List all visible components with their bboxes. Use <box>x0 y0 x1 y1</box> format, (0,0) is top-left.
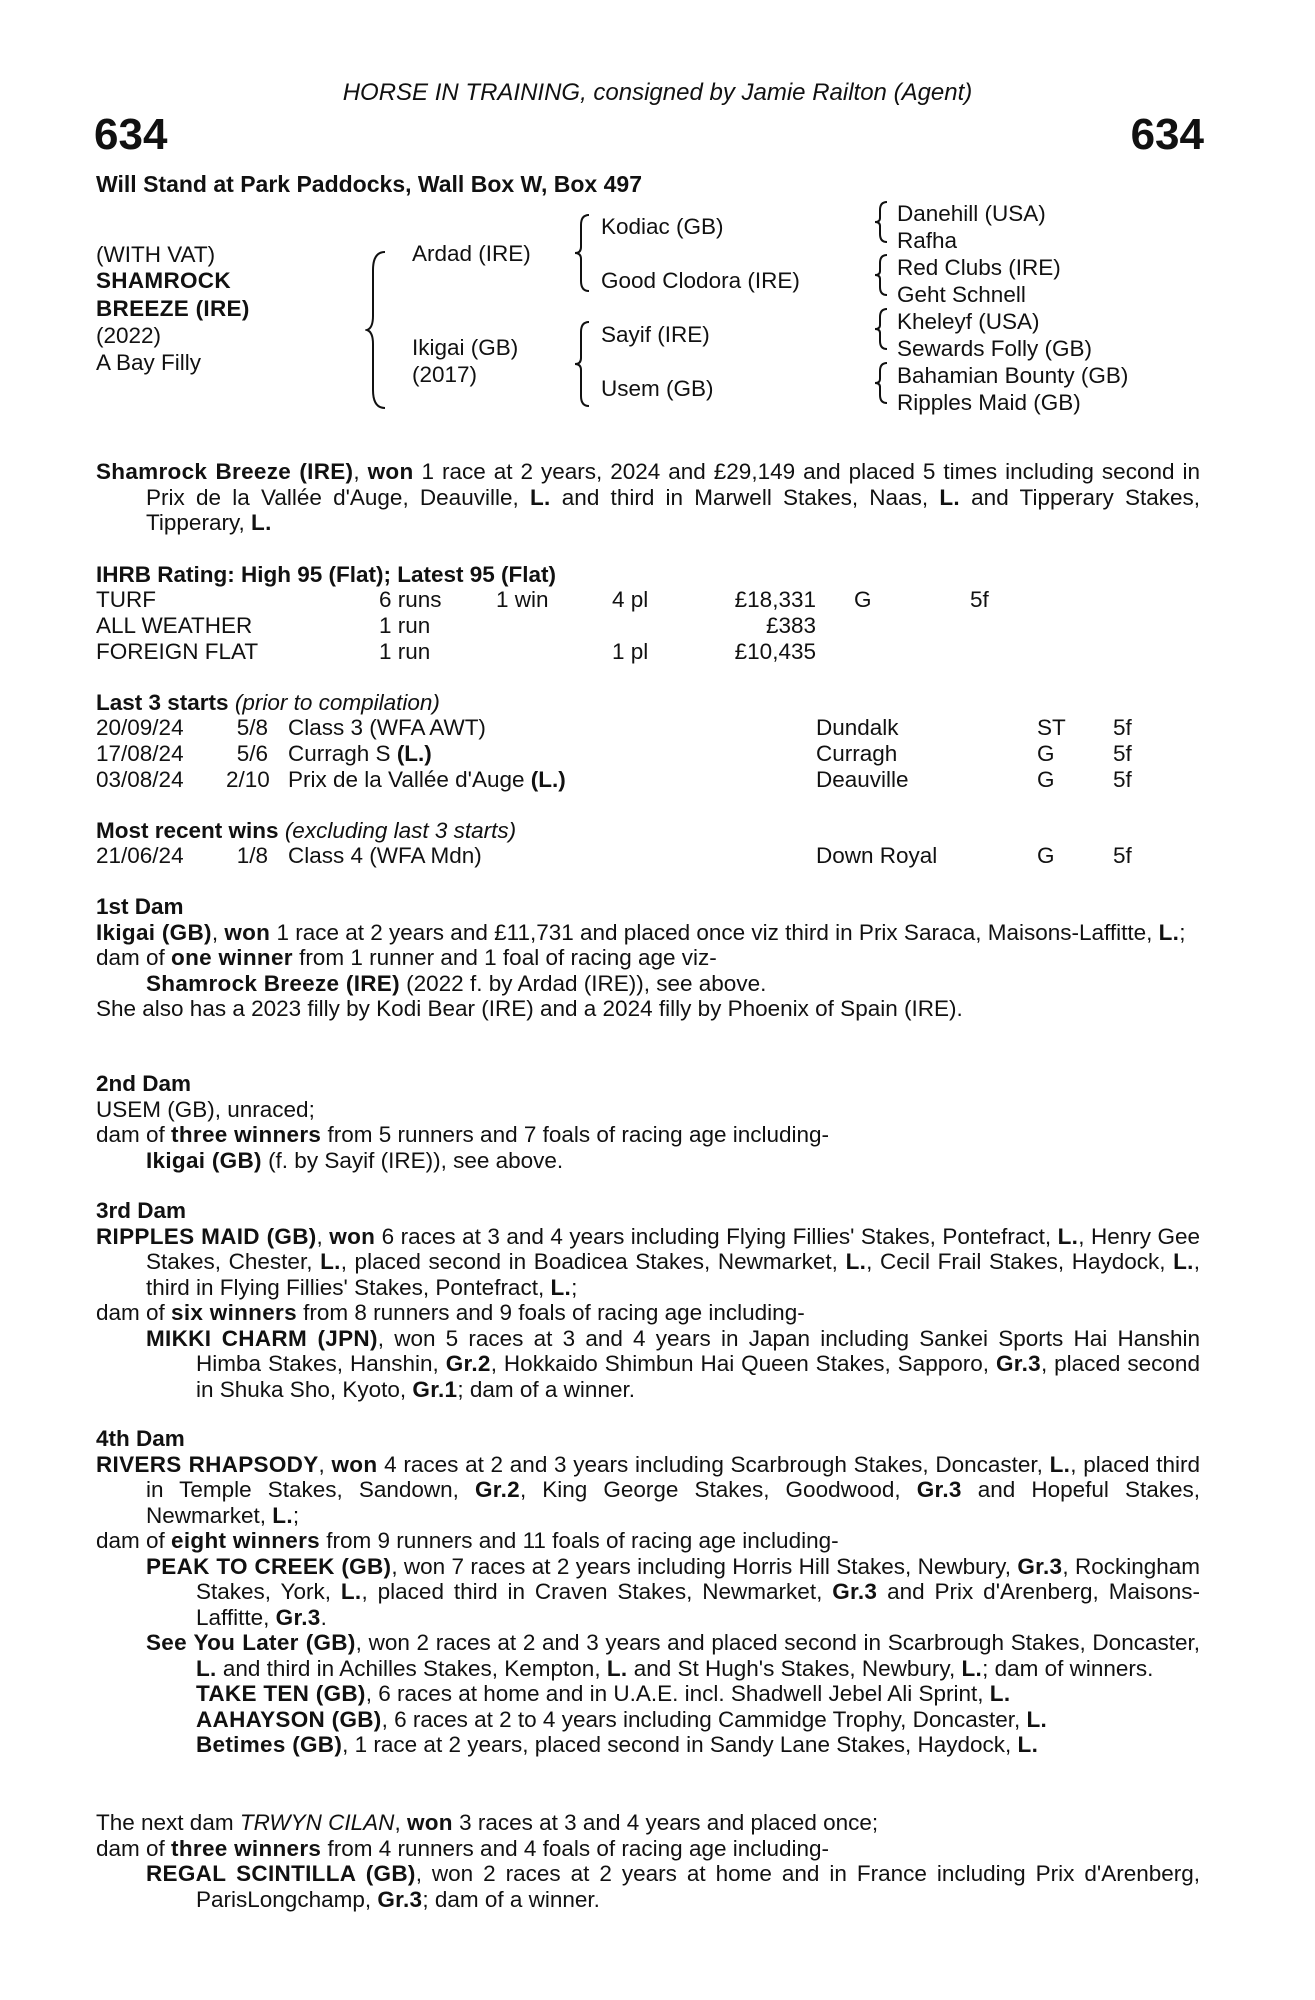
first-dam-section: 1st Dam Ikigai (GB), won 1 race at 2 years and £11,731 and placed once viz third in Prix Saraca, Maisons-Laffitte, L.; dam of one winner from 1 runner and 1 foal of racing age viz- Shamrock Breeze (IRE) (2022 f. by Ardad (IRE)), see above. She also has a 2023 filly by Kodi Bear (IRE) and a 2024 filly by Phoenix of Spain (IRE). <box>96 894 1200 1022</box>
fourth-dam-section: 4th Dam RIVERS RHAPSODY, won 4 races at 2 and 3 years including Scarbrough Stakes, Doncaster, L., placed third in Temple Stakes, Sandown, Gr.2, King George Stakes, Goodwood, Gr.3 and Hopeful Stakes, Newmarket, L.; dam of eight winners from 9 runners and 11 foals of racing age including- PEAK TO CREEK (GB), won 7 races at 2 years including Horris Hill Stakes, Newbury, Gr.3, Rockingham Stakes, York, L., placed third in Craven Stakes, Newmarket, Gr.3 and Prix d'Arenberg, Maisons-Laffitte, Gr.3. See You Later (GB), won 2 races at 2 and 3 years and placed second in Scarbrough Stakes, Doncaster, L. and third in Achilles Stakes, Kempton, L. and St Hugh's Stakes, Newbury, L.; dam of winners. TAKE TEN (GB), 6 races at home and in U.A.E. incl. Shadwell Jebel Ali Sprint, L. AAHAYSON (GB), 6 races at 2 to 4 years including Cammidge Trophy, Doncaster, L. Betimes (GB), 1 race at 2 years, placed second in Sandy Lane Stakes, Haydock, L. <box>96 1426 1201 1757</box>
summary-horse-name: Shamrock Breeze (IRE) <box>96 459 354 484</box>
pedigree-brace-ds <box>873 307 893 351</box>
pedigree-brace-dd <box>873 361 893 405</box>
fourth-dam-heading: 4th Dam <box>96 1426 185 1451</box>
pedigree-brace-sire <box>573 213 595 293</box>
pedigree-dsd: Sewards Folly (GB) <box>897 336 1093 361</box>
horse-name-line2: BREEZE (IRE) <box>96 296 250 321</box>
rating-heading: IHRB Rating: High 95 (Flat); Latest 95 (Flat) <box>96 562 557 587</box>
pedigree-brace-ss <box>873 200 893 244</box>
pedigree-dam-dam: Usem (GB) <box>601 376 714 401</box>
second-dam-section: 2nd Dam USEM (GB), unraced; dam of three winners from 5 runners and 7 foals of racing age including- Ikigai (GB) (f. by Sayif (IRE)), see above. <box>96 1071 1200 1173</box>
pedigree-sire-dam: Good Clodora (IRE) <box>601 268 800 293</box>
pedigree-dam-sire: Sayif (IRE) <box>601 322 710 347</box>
lot-number-left: 634 <box>94 110 168 159</box>
third-dam-section: 3rd Dam RIPPLES MAID (GB), won 6 races at 3 and 4 years including Flying Fillies' Stakes, Pontefract, L., Henry Gee Stakes, Chester, L., placed second in Boadicea Stakes, Newmarket, L., Cecil Frail Stakes, Haydock, L., third in Flying Fillies' Stakes, Pontefract, L.; dam of six winners from 8 runners and 9 foals of racing age including- MIKKI CHARM (JPN), won 5 races at 3 and 4 years in Japan including Sankei Sports Hai Hanshin Himba Stakes, Hanshin, Gr.2, Hokkaido Shimbun Hai Queen Stakes, Sapporo, Gr.3, placed second in Shuka Sho, Kyoto, Gr.1; dam of a winner. <box>96 1198 1200 1402</box>
lot-number-right: 634 <box>1130 110 1204 159</box>
pedigree-brace-sd <box>873 253 893 297</box>
recent-wins-heading: Most recent wins (excluding last 3 starts) <box>96 818 517 843</box>
horse-name-line1: SHAMROCK <box>96 268 231 293</box>
second-dam-heading: 2nd Dam <box>96 1071 192 1096</box>
pedigree-sire-sire: Kodiac (GB) <box>601 214 724 239</box>
pedigree-brace-main <box>365 250 393 410</box>
pedigree-dam-year: (2017) <box>412 362 478 387</box>
pedigree-ssd: Rafha <box>897 228 958 253</box>
third-dam-heading: 3rd Dam <box>96 1198 187 1223</box>
pedigree-sdd: Geht Schnell <box>897 282 1026 307</box>
pedigree-sds: Red Clubs (IRE) <box>897 255 1061 280</box>
foaling-year: (2022) <box>96 323 162 348</box>
first-dam-heading: 1st Dam <box>96 894 184 919</box>
pedigree-sss: Danehill (USA) <box>897 201 1046 226</box>
pedigree-dds: Bahamian Bounty (GB) <box>897 363 1129 388</box>
horse-description: A Bay Filly <box>96 350 202 375</box>
pedigree-ddd: Ripples Maid (GB) <box>897 390 1081 415</box>
vat-label: (WITH VAT) <box>96 242 216 267</box>
race-summary: Shamrock Breeze (IRE), won 1 race at 2 years, 2024 and £29,149 and placed 5 times including second in Prix de la Vallée d'Auge, Deauville, L. and third in Marwell Stakes, Naas, L. and Tipperary Stakes, Tipperary, L. <box>96 459 1200 535</box>
last3-heading: Last 3 starts (prior to compilation) <box>96 690 440 715</box>
pedigree-brace-dam <box>573 320 595 408</box>
box-location: Will Stand at Park Paddocks, Wall Box W, Box 497 <box>96 171 642 197</box>
next-dam-section: The next dam TRWYN CILAN, won 3 races at 3 and 4 years and placed once; dam of three winners from 4 runners and 4 foals of racing age including- REGAL SCINTILLA (GB), won 2 races at 2 years at home and in France including Prix d'Arenberg, ParisLongchamp, Gr.3; dam of a winner. <box>96 1810 1201 1912</box>
pedigree-dss: Kheleyf (USA) <box>897 309 1040 334</box>
pedigree-dam: Ikigai (GB) <box>412 335 519 360</box>
pedigree-sire: Ardad (IRE) <box>412 241 531 266</box>
catalogue-header: HORSE IN TRAINING, consigned by Jamie Railton (Agent) <box>342 79 973 106</box>
